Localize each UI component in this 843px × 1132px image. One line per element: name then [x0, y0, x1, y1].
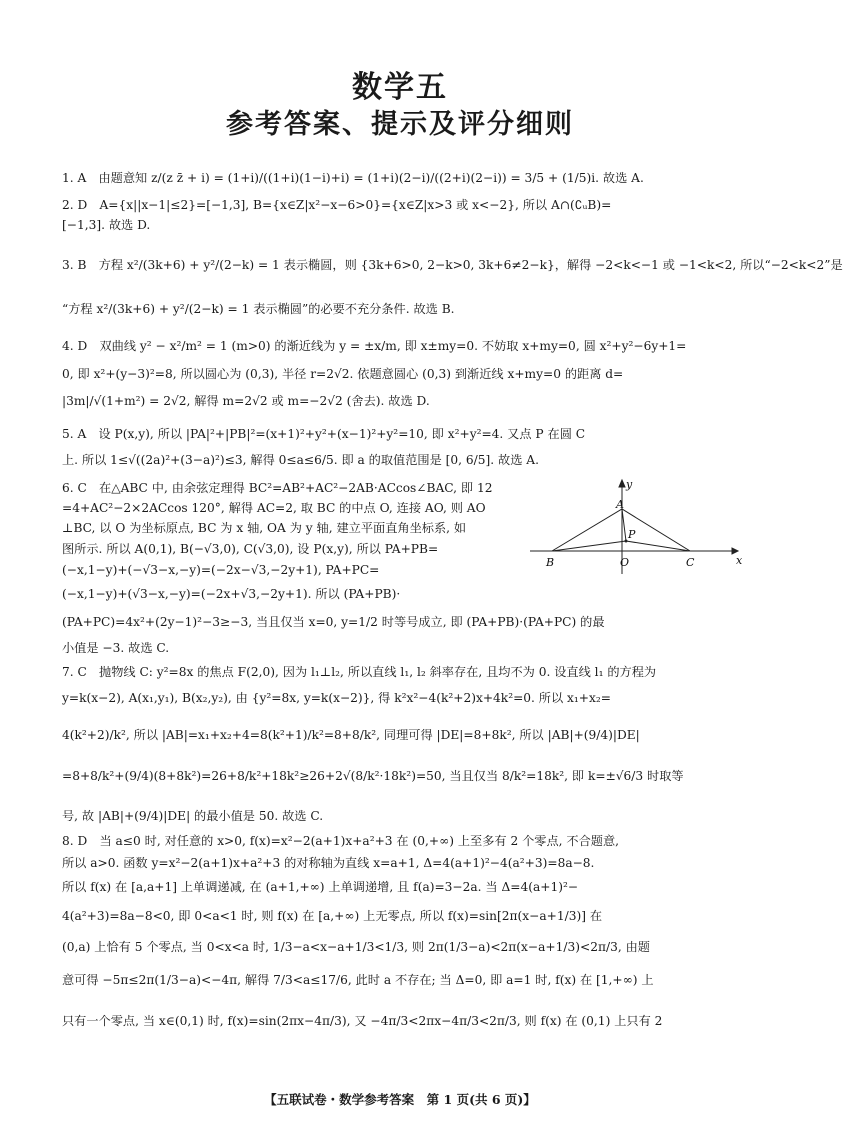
answer-line: 2. D A={x||x−1|≤2}=[−1,3], B={x∈Z|x²−x−6>0}={x∈Z|x>3 或 x<−2}, 所以 A∩(∁ᵤB)= — [62, 198, 612, 212]
answer-line: 图所示. 所以 A(0,1), B(−√3,0), C(√3,0), 设 P(x,y), 所以 PA+PB= — [62, 542, 439, 556]
segment-pa — [622, 509, 626, 541]
answer-line: 意可得 −5π≤2π(1/3−a)<−4π, 解得 7/3<a≤17/6, 此时 a 不存在; 当 Δ=0, 即 a=1 时, f(x) 在 [1,+∞) 上 — [62, 973, 654, 987]
label-o: O — [620, 556, 630, 569]
answer-line: 3. B 方程 x²/(3k+6) + y²/(2−k) = 1 表示椭圆，则 {3k+6>0, 2−k>0, 3k+6≠2−k}，解得 −2<k<−1 或 −1<k<2, 所以“−2<k<2”是 — [62, 258, 843, 272]
answer-line: (−x,1−y)+(√3−x,−y)=(−2x+√3,−2y+1). 所以 (PA+PB)· — [62, 587, 401, 601]
answer-line: y=k(x−2), A(x₁,y₁), B(x₂,y₂), 由 {y²=8x, y=k(x−2)}, 得 k²x²−4(k²+2)x+4k²=0. 所以 x₁+x₂= — [62, 691, 611, 705]
answer-line: 号, 故 |AB|+(9/4)|DE| 的最小值是 50. 故选 C. — [62, 809, 324, 823]
answer-line: [−1,3]. 故选 D. — [62, 218, 151, 232]
label-c: C — [686, 556, 695, 569]
answer-line: 4(k²+2)/k², 所以 |AB|=x₁+x₂+4=8(k²+1)/k²=8+8/k², 同理可得 |DE|=8+8k², 所以 |AB|+(9/4)|DE| — [62, 728, 640, 742]
triangle-abc — [552, 509, 690, 551]
y-axis-arrow — [619, 480, 625, 487]
label-x: x — [736, 554, 743, 567]
answer-line: 4. D 双曲线 y² − x²/m² = 1 (m>0) 的渐近线为 y = ±x/m, 即 x±my=0. 不妨取 x+my=0, 圆 x²+y²−6y+1= — [62, 339, 687, 353]
answer-line: 所以 f(x) 在 [a,a+1] 上单调递减, 在 (a+1,+∞) 上单调递增, 且 f(a)=3−2a. 当 Δ=4(a+1)²− — [62, 880, 579, 894]
answer-line: ⊥BC, 以 O 为坐标原点, BC 为 x 轴, OA 为 y 轴, 建立平面直角坐标系, 如 — [62, 521, 467, 535]
answer-line: “方程 x²/(3k+6) + y²/(2−k) = 1 表示椭圆”的必要不充分条件. 故选 B. — [62, 302, 455, 316]
triangle-coordinate-figure — [530, 478, 745, 576]
answer-line: 上. 所以 1≤√((2a)²+(3−a)²)≤3, 解得 0≤a≤6/5. 即 a 的取值范围是 [0, 6/5]. 故选 A. — [62, 453, 539, 467]
page-footer: 【五联试卷・数学参考答案 第 1 页(共 6 页)】 — [264, 1092, 536, 1107]
segment-pb — [552, 541, 626, 551]
page-subtitle: 参考答案、提示及评分细则 — [226, 109, 574, 140]
label-a: A — [616, 498, 624, 511]
label-p: P — [628, 528, 636, 541]
segment-pc — [626, 541, 690, 551]
answer-line: 0, 即 x²+(y−3)²=8, 所以圆心为 (0,3), 半径 r=2√2. 依题意圆心 (0,3) 到渐近线 x+my=0 的距离 d= — [62, 367, 624, 381]
answer-line: 小值是 −3. 故选 C. — [62, 641, 170, 655]
label-b: B — [546, 556, 555, 569]
answer-line: (PA+PC)=4x²+(2y−1)²−3≥−3, 当且仅当 x=0, y=1/2 时等号成立, 即 (PA+PB)·(PA+PC) 的最 — [62, 615, 605, 629]
answer-line: 6. C 在△ABC 中, 由余弦定理得 BC²=AB²+AC²−2AB·ACcos∠BAC, 即 12 — [62, 481, 493, 495]
answer-line: 7. C 抛物线 C: y²=8x 的焦点 F(2,0), 因为 l₁⊥l₂, 所以直线 l₁, l₂ 斜率存在, 且均不为 0. 设直线 l₁ 的方程为 — [62, 665, 657, 679]
answer-line: =8+8/k²+(9/4)(8+8k²)=26+8/k²+18k²≥26+2√(8/k²·18k²)=50, 当且仅当 8/k²=18k², 即 k=±√6/3 时取等 — [62, 769, 684, 783]
answer-line: |3m|/√(1+m²) = 2√2, 解得 m=2√2 或 m=−2√2 (舍去). 故选 D. — [62, 394, 430, 408]
page-title: 数学五 — [352, 70, 448, 105]
answer-line: 4(a²+3)=8a−8<0, 即 0<a<1 时, 则 f(x) 在 [a,+∞) 上无零点, 所以 f(x)=sin[2π(x−a+1/3)] 在 — [62, 909, 603, 923]
answer-line: =4+AC²−2×2ACcos 120°, 解得 AC=2, 取 BC 的中点 O, 连接 AO, 则 AO — [62, 501, 486, 515]
answer-line: (0,a) 上恰有 5 个零点, 当 0<x<a 时, 1/3−a<x−a+1/3<1/3, 则 2π(1/3−a)<2π(x−a+1/3)<2π/3, 由题 — [62, 940, 650, 954]
answer-line: (−x,1−y)+(−√3−x,−y)=(−2x−√3,−2y+1), PA+PC= — [62, 563, 380, 577]
answer-line: 只有一个零点, 当 x∈(0,1) 时, f(x)=sin(2πx−4π/3), 又 −4π/3<2πx−4π/3<2π/3, 则 f(x) 在 (0,1) 上只有 2 — [62, 1014, 663, 1028]
answer-line: 所以 a>0. 函数 y=x²−2(a+1)x+a²+3 的对称轴为直线 x=a+1, Δ=4(a+1)²−4(a²+3)=8a−8. — [62, 856, 595, 870]
answer-line: 1. A 由题意知 z/(z z̄ + i) = (1+i)/((1+i)(1−i)+i) = (1+i)(2−i)/((2+i)(2−i)) = 3/5 + (1/5)i. 故选 A. — [62, 171, 644, 185]
label-y: y — [626, 478, 633, 491]
answer-line: 8. D 当 a≤0 时, 对任意的 x>0, f(x)=x²−2(a+1)x+a²+3 在 (0,+∞) 上至多有 2 个零点, 不合题意, — [62, 834, 620, 848]
answer-line: 5. A 设 P(x,y), 所以 |PA|²+|PB|²=(x+1)²+y²+(x−1)²+y²=10, 即 x²+y²=4. 又点 P 在圆 C — [62, 427, 586, 441]
